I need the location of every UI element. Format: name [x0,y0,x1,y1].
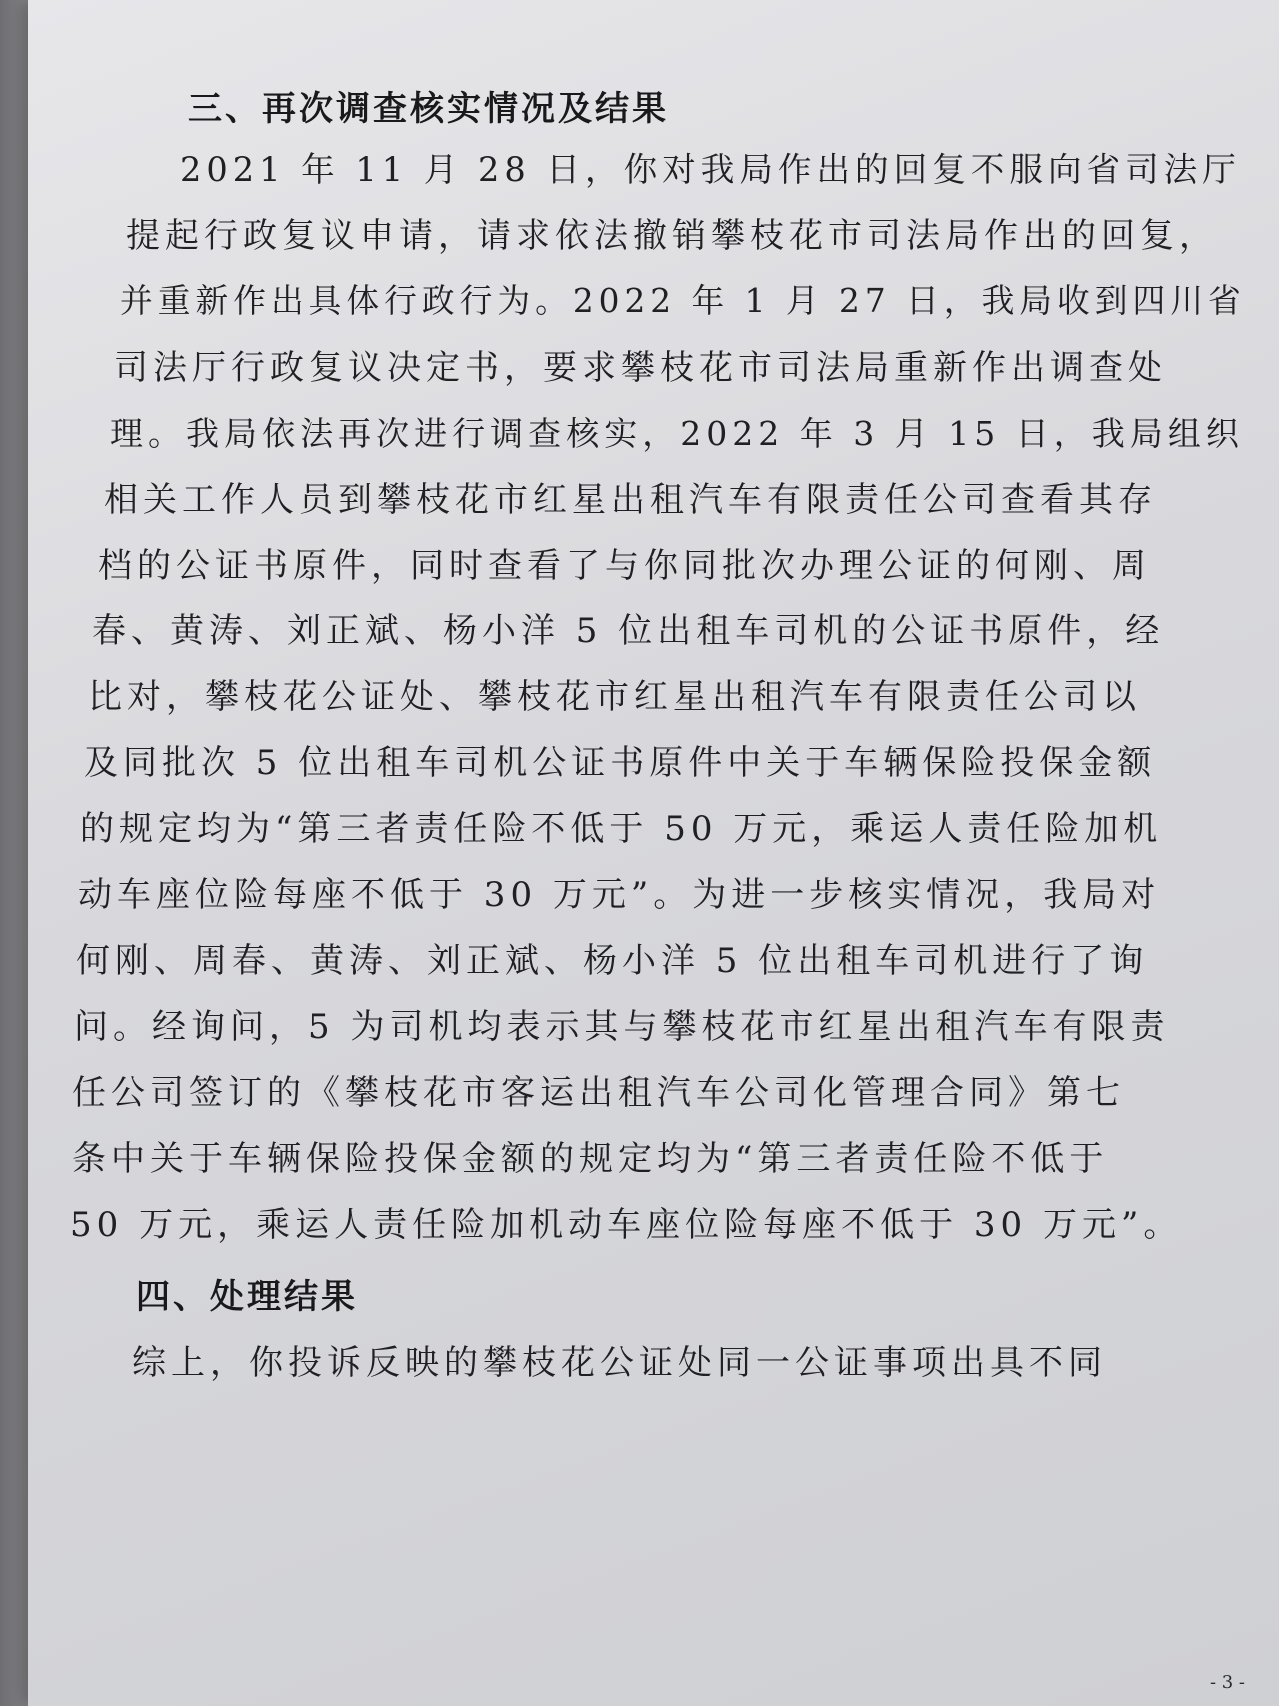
paragraph-line: 的规定均为“第三者责任险不低于 50 万元，乘运人责任险加机 [80,809,1163,849]
paragraph-line: 问。经询问，5 为司机均表示其与攀枝花市红星出租汽车有限责 [74,1007,1170,1047]
paragraph-line: 条中关于车辆保险投保金额的规定均为“第三者责任险不低于 [72,1139,1109,1179]
paragraph-line: 春、黄涛、刘正斌、杨小洋 5 位出租车司机的公证书原件，经 [92,611,1165,651]
paragraph-line: 司法厅行政复议决定书，要求攀枝花市司法局重新作出调查处 [114,348,1167,388]
paragraph-line: 比对，攀枝花公证处、攀枝花市红星出租汽车有限责任公司以 [88,677,1141,717]
section-heading-4: 四、处理结果 [136,1277,358,1317]
paragraph-line: 并重新作出具体行政行为。2022 年 1 月 27 日，我局收到四川省 [120,282,1246,320]
paragraph-line: 及同批次 5 位出租车司机公证书原件中关于车辆保险投保金额 [84,743,1157,783]
section-heading-3: 三、再次调查核实情况及结果 [188,89,669,129]
paragraph-line: 2021 年 11 月 28 日，你对我局作出的回复不服向省司法厅 [180,150,1241,189]
paragraph-line: 相关工作人员到攀枝花市红星出租汽车有限责任公司查看其存 [104,480,1157,520]
paragraph-line: 提起行政复议申请，请求依法撤销攀枝花市司法局作出的回复， [126,216,1218,256]
paragraph-line: 50 万元，乘运人责任险加机动车座位险每座不低于 30 万元”。 [70,1205,1183,1245]
paragraph-line: 理。我局依法再次进行调查核实，2022 年 3 月 15 日，我局组织 [110,414,1244,453]
paragraph-line: 动车座位险每座不低于 30 万元”。为进一步核实情况，我局对 [78,875,1161,915]
paragraph-line: 何刚、周春、黄涛、刘正斌、杨小洋 5 位出租车司机进行了询 [76,941,1149,981]
paragraph-line: 任公司签订的《攀枝花市客运出租汽车公司化管理合同》第七 [72,1073,1125,1113]
document-page [28,0,1279,1706]
paragraph-line: 档的公证书原件，同时查看了与你同批次办理公证的何刚、周 [98,546,1151,586]
page-number: - 3 - [1209,1672,1245,1693]
paragraph-line: 综上，你投诉反映的攀枝花公证处同一公证事项出具不同 [132,1343,1107,1383]
